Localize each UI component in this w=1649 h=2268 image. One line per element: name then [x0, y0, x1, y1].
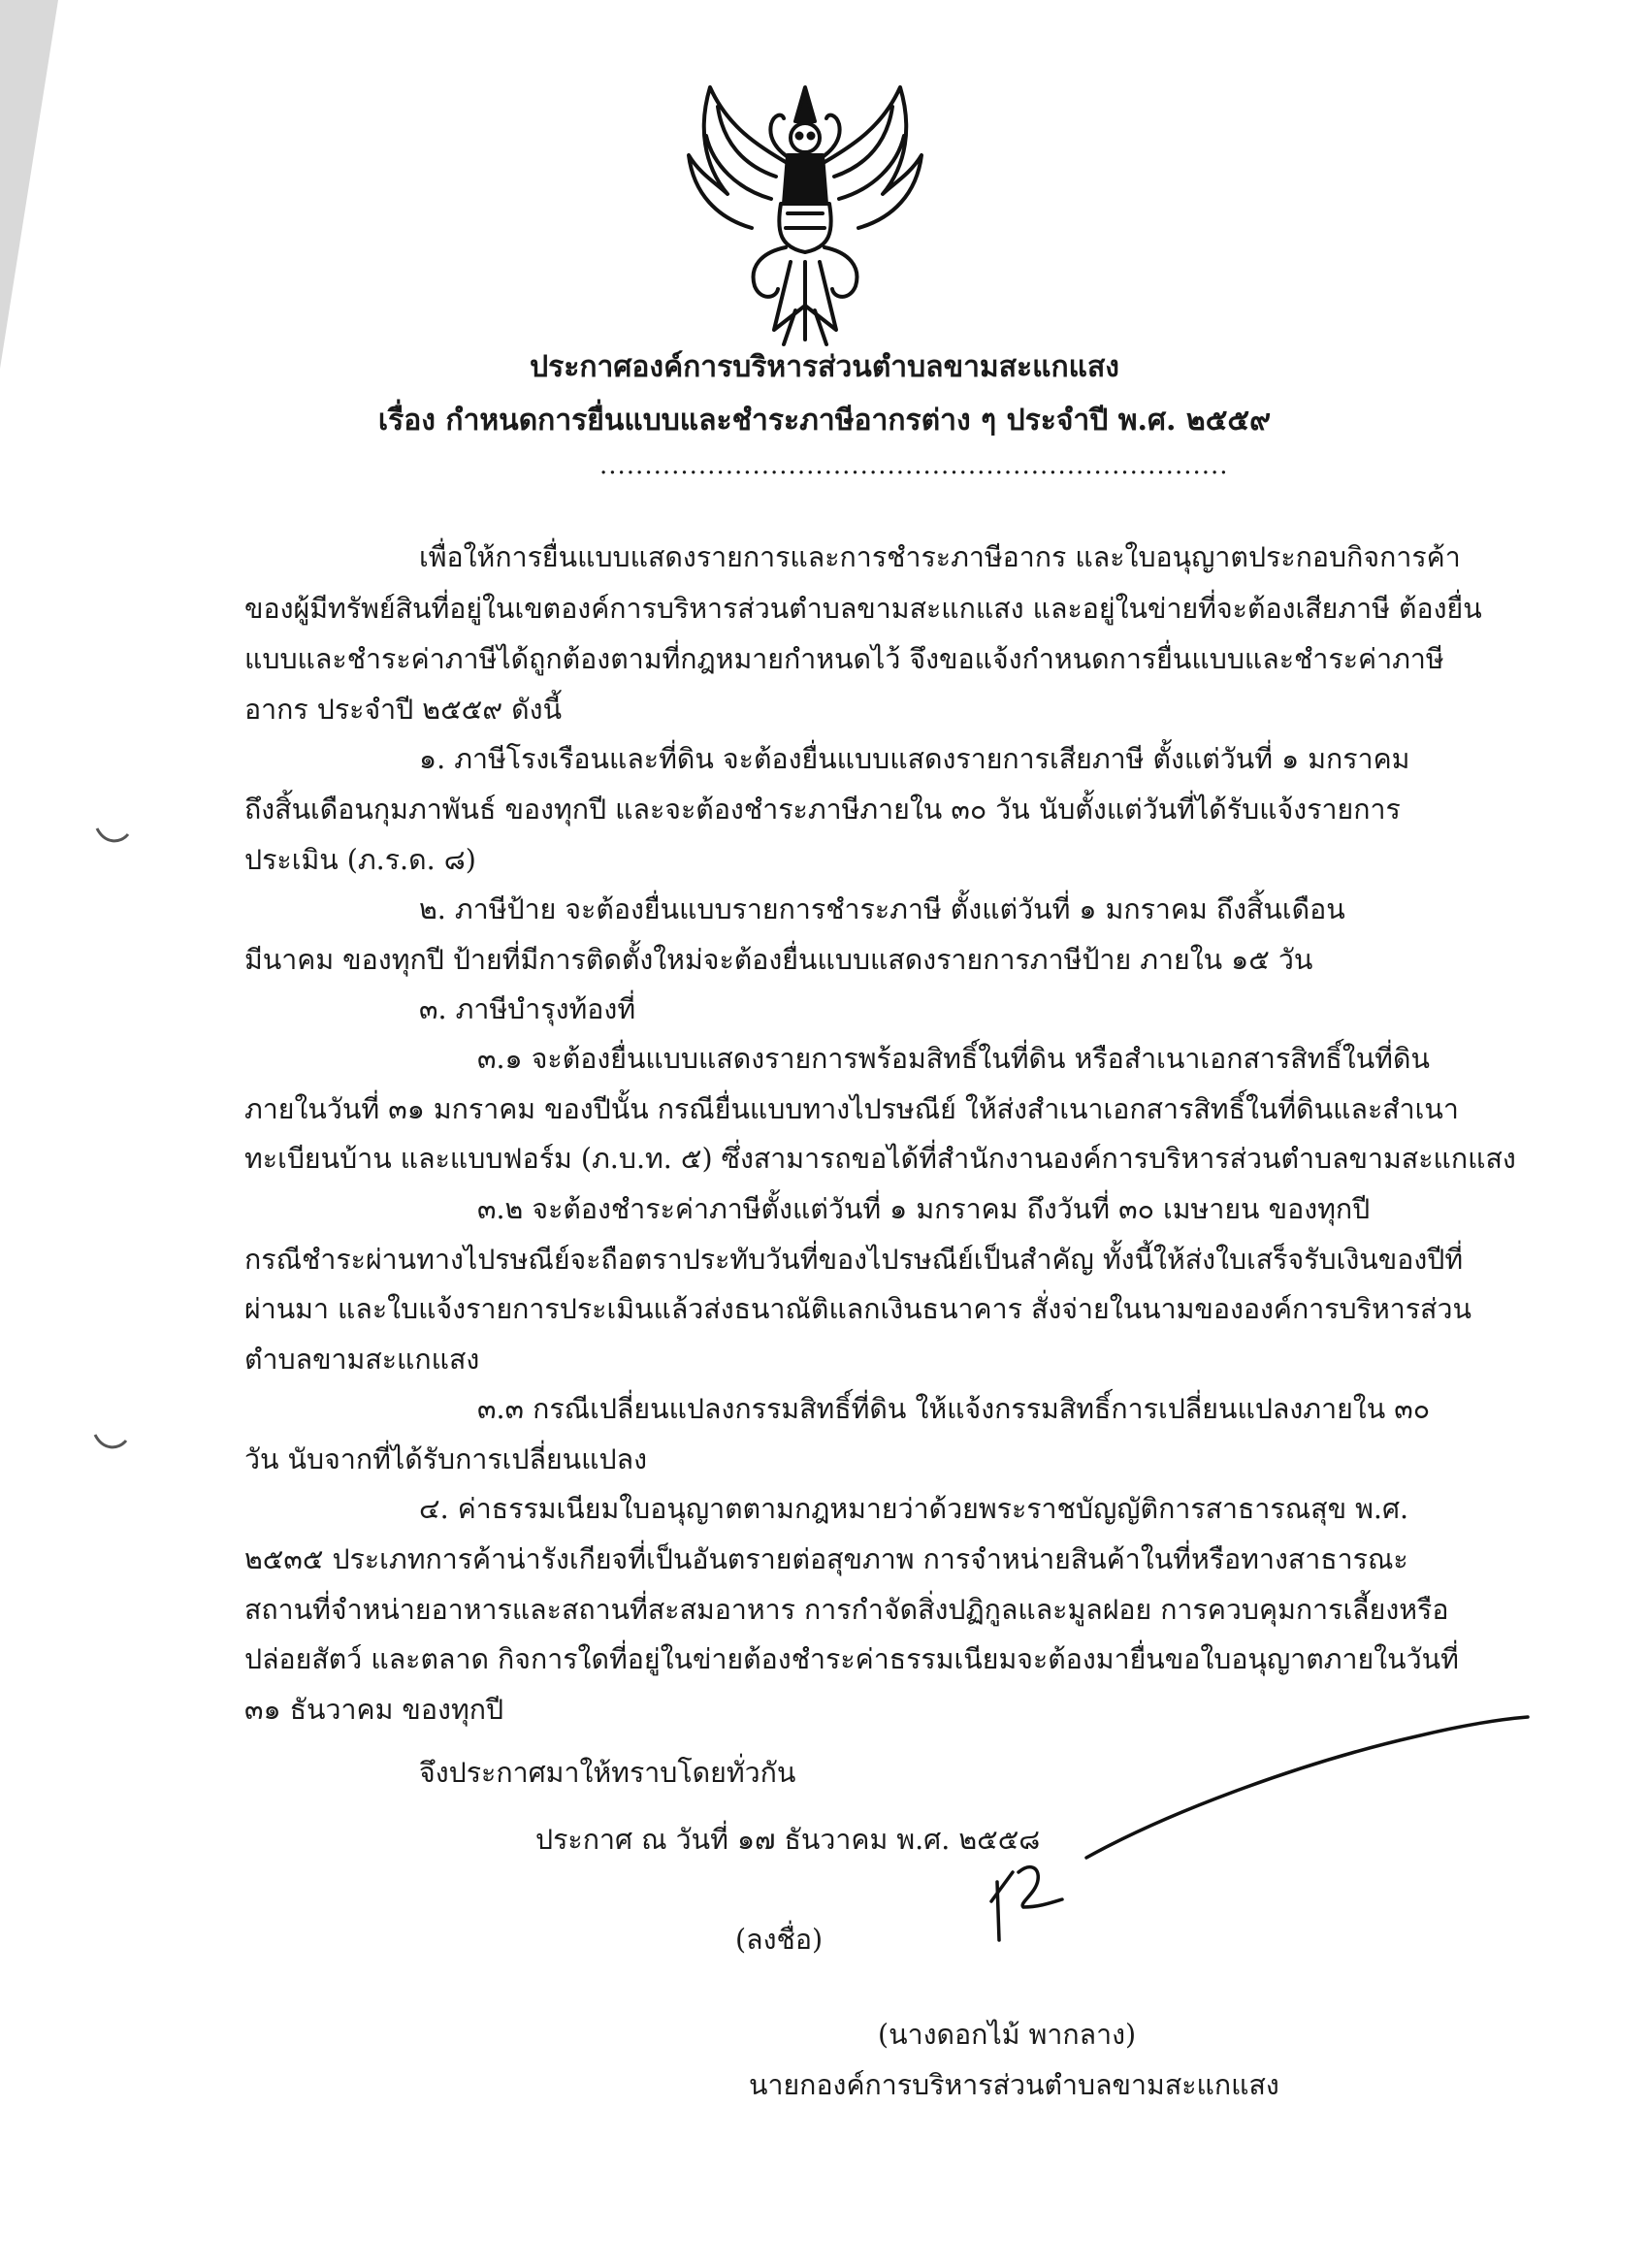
- scan-corner-shadow: [0, 0, 58, 369]
- body-line: ผ่านมา และใบแจ้งรายการประเมินแล้วส่งธนาณัติแลกเงินธนาคาร สั่งจ่ายในนามขององค์การบริหารส่วน: [244, 1293, 1471, 1325]
- handwritten-signature: [980, 1416, 1542, 1979]
- body-line: อากร ประจำปี ๒๕๕๙ ดังนี้: [244, 694, 563, 726]
- body-line: มีนาคม ของทุกปี ป้ายที่มีการติดตั้งใหม่จะต้องยื่นแบบแสดงรายการภาษีป้าย ภายใน ๑๕ วัน: [244, 944, 1313, 976]
- body-line: สถานที่จำหน่ายอาหารและสถานที่สะสมอาหาร การกำจัดสิ่งปฏิกูลและมูลฝอย การควบคุมการเลี้ยงหรือ: [244, 1594, 1449, 1626]
- title-separator: ......................................................................: [599, 451, 1229, 480]
- body-line: เพื่อให้การยื่นแบบแสดงรายการและการชำระภาษีอากร และใบอนุญาตประกอบกิจการค้า: [419, 541, 1461, 573]
- body-line: ๓๑ ธันวาคม ของทุกปี: [244, 1694, 504, 1726]
- body-line: ภายในวันที่ ๓๑ มกราคม ของปีนั้น กรณียื่นแบบทางไปรษณีย์ ให้ส่งสำเนาเอกสารสิทธิ์ในที่ดินและสำเนา: [244, 1093, 1459, 1125]
- body-line: กรณีชำระผ่านทางไปรษณีย์จะถือตราประทับวันที่ของไปรษณีย์เป็นสำคัญ ทั้งนี้ให้ส่งใบเสร็จรับเงินของปีที่: [244, 1244, 1464, 1276]
- punch-hole-mark: [93, 1431, 128, 1452]
- body-line: ๓.๒ จะต้องชำระค่าภาษีตั้งแต่วันที่ ๑ มกราคม ถึงวันที่ ๓๐ เมษายน ของทุกปี: [477, 1193, 1371, 1225]
- body-line: ของผู้มีทรัพย์สินที่อยู่ในเขตองค์การบริหารส่วนตำบลขามสะแกแสง และอยู่ในข่ายที่จะต้องเสียภาษี ต้องยื่น: [244, 593, 1482, 625]
- body-line: ตำบลขามสะแกแสง: [244, 1344, 480, 1376]
- signed-label: (ลงชื่อ): [735, 1924, 824, 1956]
- punch-hole-mark: [95, 825, 130, 846]
- body-line: ปล่อยสัตว์ และตลาด กิจการใดที่อยู่ในข่ายต้องชำระค่าธรรมเนียมจะต้องมายื่นขอใบอนุญาตภายในวันที่: [244, 1643, 1459, 1675]
- body-line: ถึงสิ้นเดือนกุมภาพันธ์ ของทุกปี และจะต้องชำระภาษีภายใน ๓๐ วัน นับตั้งแต่วันที่ได้รับแจ้งรายการ: [244, 794, 1401, 826]
- garuda-emblem: [660, 68, 951, 359]
- body-line: ๒. ภาษีป้าย จะต้องยื่นแบบรายการชำระภาษี ตั้งแต่วันที่ ๑ มกราคม ถึงสิ้นเดือน: [419, 893, 1345, 925]
- body-line: แบบและชำระค่าภาษีได้ถูกต้องตามที่กฎหมายกำหนดไว้ จึงขอแจ้งกำหนดการยื่นแบบและชำระค่าภาษี: [244, 643, 1444, 675]
- announcement-subject: เรื่อง กำหนดการยื่นแบบและชำระภาษีอากรต่าง ๆ ประจำปี พ.ศ. ๒๕๕๙: [377, 404, 1272, 437]
- body-line: วัน นับจากที่ได้รับการเปลี่ยนแปลง: [244, 1443, 647, 1475]
- body-line: ๔. ค่าธรรมเนียมใบอนุญาตตามกฎหมายว่าด้วยพระราชบัญญัติการสาธารณสุข พ.ศ.: [419, 1493, 1409, 1525]
- announcement-date: ประกาศ ณ วันที่ ๑๗ ธันวาคม พ.ศ. ๒๕๕๘: [535, 1824, 1041, 1856]
- body-line: ๓.๓ กรณีเปลี่ยนแปลงกรรมสิทธิ์ที่ดิน ให้แจ้งกรรมสิทธิ์การเปลี่ยนแปลงภายใน ๓๐: [477, 1393, 1431, 1425]
- body-line: ๑. ภาษีโรงเรือนและที่ดิน จะต้องยื่นแบบแสดงรายการเสียภาษี ตั้งแต่วันที่ ๑ มกราคม: [419, 743, 1410, 775]
- body-line: ประเมิน (ภ.ร.ด. ๘): [244, 844, 476, 876]
- closing-statement: จึงประกาศมาให้ทราบโดยทั่วกัน: [419, 1757, 796, 1789]
- body-line: ๓.๑ จะต้องยื่นแบบแสดงรายการพร้อมสิทธิ์ในที่ดิน หรือสำเนาเอกสารสิทธิ์ในที่ดิน: [477, 1043, 1430, 1075]
- signer-name: (นางดอกไม้ พากลาง): [878, 2019, 1137, 2051]
- announcement-title: ประกาศองค์การบริหารส่วนตำบลขามสะแกแสง: [530, 350, 1119, 384]
- body-line: ๓. ภาษีบำรุงท้องที่: [419, 993, 636, 1025]
- body-line: ๒๕๓๕ ประเภทการค้าน่ารังเกียจที่เป็นอันตรายต่อสุขภาพ การจำหน่ายสินค้าในที่หรือทางสาธารณะ: [244, 1543, 1408, 1575]
- body-line: ทะเบียนบ้าน และแบบฟอร์ม (ภ.บ.ท. ๕) ซึ่งสามารถขอได้ที่สำนักงานองค์การบริหารส่วนตำบลขามสะแกแสง: [244, 1143, 1516, 1175]
- signer-title: นายกองค์การบริหารส่วนตำบลขามสะแกแสง: [749, 2069, 1279, 2101]
